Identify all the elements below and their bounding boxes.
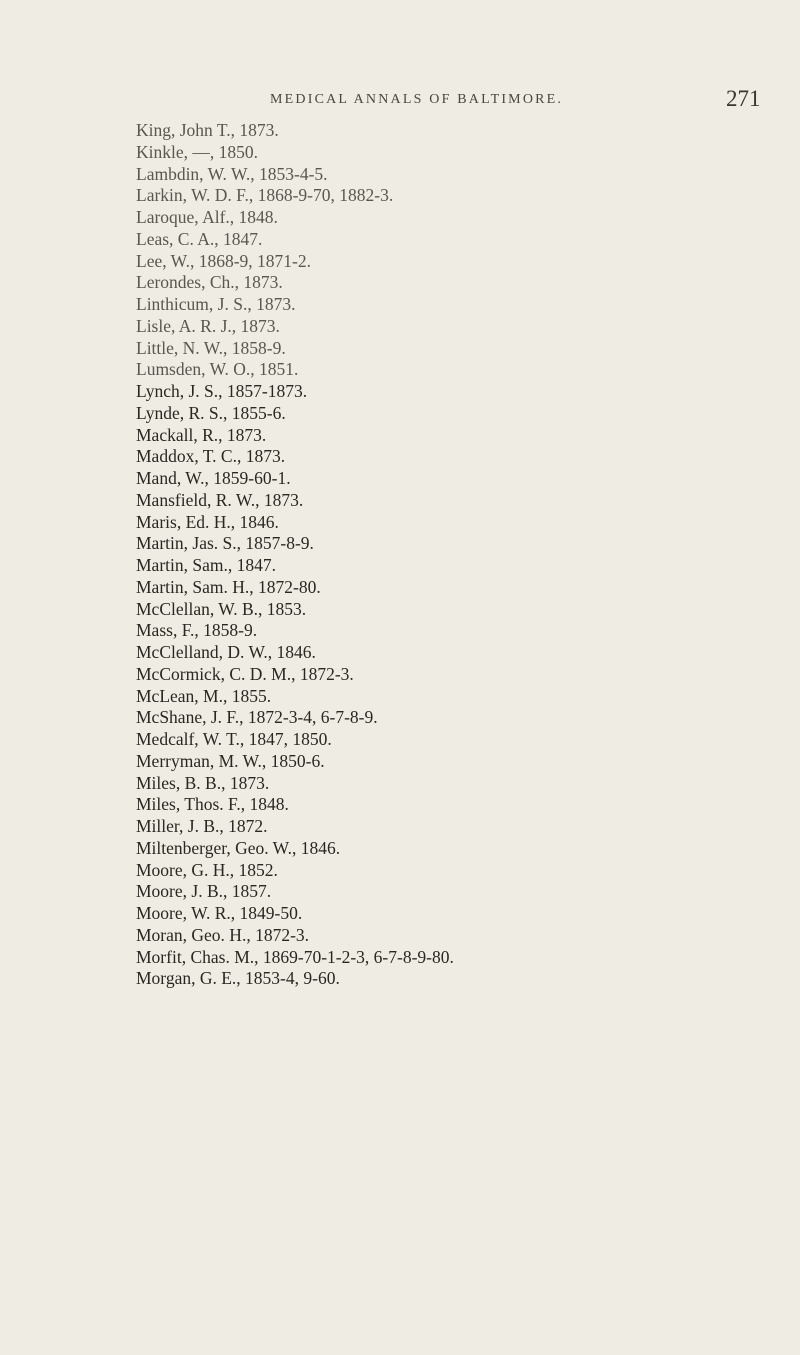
index-entry: Lynde, R. S., 1855-6. (136, 402, 286, 423)
name-index-list (136, 120, 776, 990)
index-entry: Mass, F., 1858-9. (136, 620, 258, 641)
index-entry: Lisle, A. R. J., 1873. (136, 315, 280, 336)
index-entry: Miles, B. B., 1873. (136, 772, 270, 793)
index-entry: King, John T., 1873. (136, 120, 279, 140)
index-entry: Linthicum, J. S., 1873. (136, 294, 296, 314)
index-entry: Miltenberger, Geo. W., 1846. (136, 837, 341, 858)
index-entry: Martin, Jas. S., 1857-8-9. (136, 533, 314, 554)
index-entry: Larkin, W. D. F., 1868-9-70, 1882-3. (136, 185, 394, 206)
index-entry: McLean, M., 1855. (136, 685, 272, 706)
index-entry: Miles, Thos. F., 1848. (136, 794, 289, 815)
index-entry: McCormick, C. D. M., 1872-3. (136, 663, 354, 684)
page-header-title: MEDICAL ANNALS OF BALTIMORE. (270, 92, 564, 107)
index-entry: Laroque, Alf., 1848. (136, 207, 278, 227)
index-entry: Maddox, T. C., 1873. (136, 446, 286, 467)
index-entry: Martin, Sam., 1847. (136, 555, 276, 575)
index-entry: Moore, J. B., 1857. (136, 881, 272, 902)
page-number: 271 (726, 86, 761, 111)
index-entry: Moore, W. R., 1849-50. (136, 903, 303, 923)
index-entry: Maris, Ed. H., 1846. (136, 511, 279, 532)
index-entry: McClelland, D. W., 1846. (136, 642, 316, 662)
index-entry: Lee, W., 1868-9, 1871-2. (136, 250, 311, 271)
index-entry: Martin, Sam. H., 1872-80. (136, 576, 321, 597)
index-entry: Mand, W., 1859-60-1. (136, 468, 291, 488)
index-entry: Little, N. W., 1858-9. (136, 337, 286, 358)
index-entry: Morgan, G. E., 1853-4, 9-60. (136, 968, 340, 989)
running-head (0, 86, 800, 112)
index-entry: Lerondes, Ch., 1873. (136, 272, 283, 293)
index-entry: Merryman, M. W., 1850-6. (136, 750, 325, 771)
index-entry: Kinkle, —, 1850. (136, 141, 259, 162)
index-entry: Lambdin, W. W., 1853-4-5. (136, 163, 328, 184)
index-entry: Mansfield, R. W., 1873. (136, 489, 304, 510)
index-entry: McShane, J. F., 1872-3-4, 6-7-8-9. (136, 707, 378, 728)
index-entry: McClellan, W. B., 1853. (136, 598, 307, 619)
index-entry: Lynch, J. S., 1857-1873. (136, 381, 308, 401)
index-entry: Lumsden, W. O., 1851. (136, 359, 299, 380)
index-entry: Moran, Geo. H., 1872-3. (136, 924, 310, 945)
index-entry: Leas, C. A., 1847. (136, 228, 263, 249)
index-entry: Morfit, Chas. M., 1869-70-1-2-3, 6-7-8-9-80. (136, 946, 454, 967)
index-entry: Miller, J. B., 1872. (136, 816, 268, 836)
index-entry: Medcalf, W. T., 1847, 1850. (136, 729, 332, 749)
index-entry: Mackall, R., 1873. (136, 424, 267, 445)
index-entry: Moore, G. H., 1852. (136, 859, 278, 880)
